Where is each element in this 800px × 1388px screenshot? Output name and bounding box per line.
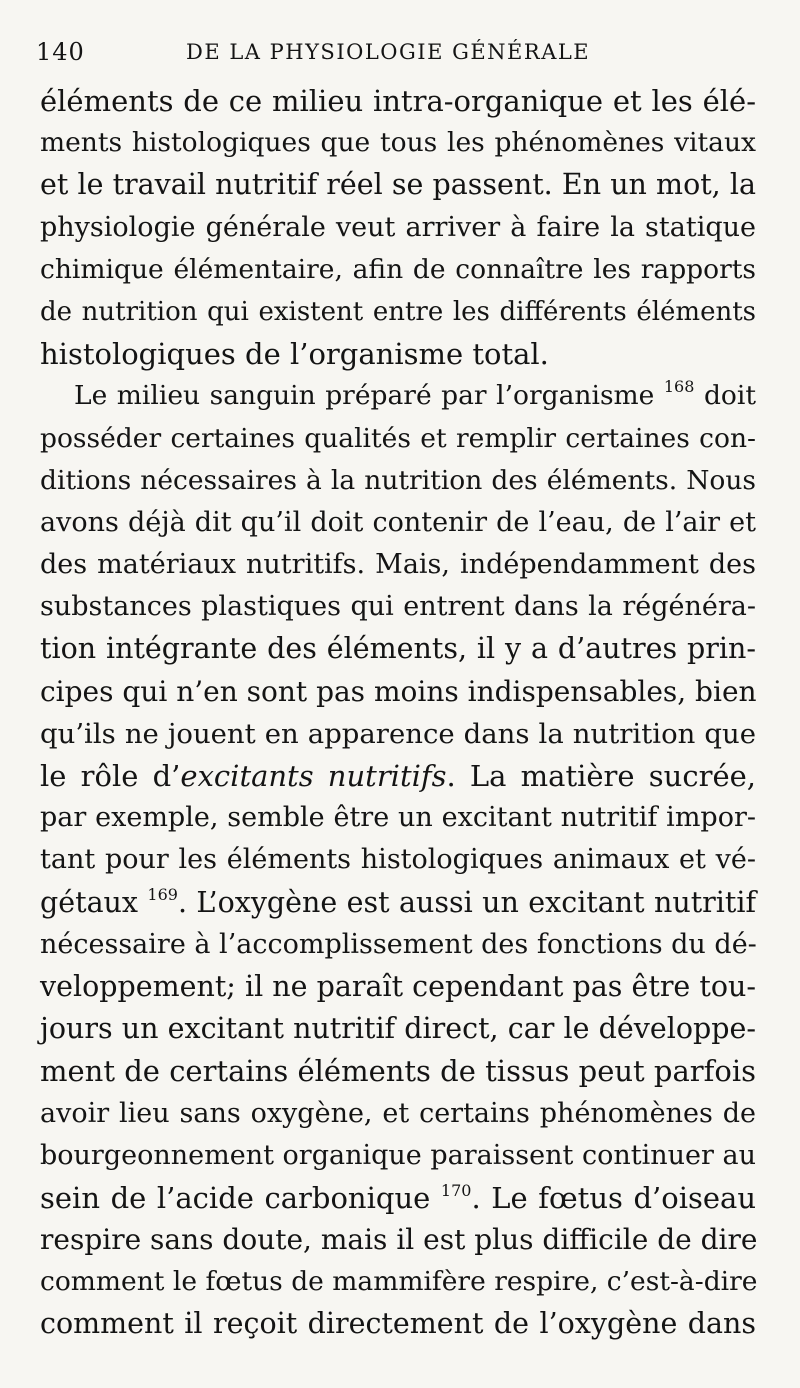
text-line: et le travail nutritif réel se passent. En un mot, la — [40, 168, 756, 202]
text-line — [40, 375, 756, 417]
footnote-reference: 168 — [663, 377, 695, 397]
italic-term: excitants nutritifs — [180, 759, 447, 793]
text-segment: sein de l’acide carbonique — [40, 1180, 441, 1215]
text-line: avoir lieu sans oxygène, et certains phénomènes de — [40, 1097, 756, 1129]
text-line: posséder certaines qualités et remplir certaines con- — [40, 422, 756, 454]
text-line: histologiques de l’organisme total. — [40, 337, 549, 372]
page-header — [36, 38, 756, 78]
footnote-reference: 169 — [147, 884, 178, 904]
text-line: jours un excitant nutritif direct, car le développe- — [40, 1012, 756, 1046]
text-line: chimique élémentaire, afin de connaître les rapports — [40, 253, 756, 285]
text-line: comment le fœtus de mammifère respire, c’est-à-dire — [40, 1266, 758, 1298]
text-line: par exemple, semble être un excitant nutritif impor- — [40, 802, 756, 834]
text-segment: doit — [694, 380, 756, 412]
text-line: de nutrition qui existent entre les différents éléments — [40, 296, 756, 327]
text-line: ment de certains éléments de tissus peut parfois — [40, 1054, 756, 1089]
running-title: DE LA PHYSIOLOGIE GÉNÉRALE — [186, 40, 591, 64]
text-line: bourgeonnement organique paraissent continuer au — [40, 1139, 756, 1171]
text-line: éléments de ce milieu intra-organique et les élé- — [40, 84, 756, 118]
text-line: avons déjà dit qu’il doit contenir de l’eau, de l’air et — [40, 506, 756, 538]
text-segment: . L’oxygène est aussi un excitant nutritif — [177, 885, 756, 919]
text-segment: gétaux — [40, 885, 148, 919]
text-segment: Le milieu sanguin préparé par l’organisme — [74, 380, 664, 412]
footnote-reference: 170 — [440, 1180, 472, 1200]
text-line: tant pour les éléments histologiques animaux et vé- — [40, 844, 756, 876]
text-line: veloppement; il ne paraît cependant pas être tou- — [40, 969, 756, 1003]
text-line — [40, 755, 756, 797]
text-line: substances plastiques qui entrent dans la régénéra- — [40, 591, 756, 623]
text-line: des matériaux nutritifs. Mais, indépendamment des — [40, 549, 756, 581]
page-number: 140 — [36, 38, 85, 66]
text-segment: . La matière sucrée, — [446, 759, 756, 793]
text-line: ditions nécessaires à la nutrition des éléments. Nous — [40, 464, 756, 496]
text-line: qu’ils ne jouent en apparence dans la nutrition que — [40, 717, 756, 750]
text-line — [40, 1177, 756, 1219]
text-line: physiologie générale veut arriver à faire la statique — [40, 211, 756, 243]
text-line: respire sans doute, mais il est plus difficile de dire — [40, 1223, 758, 1257]
text-line: tion intégrante des éléments, il y a d’autres prin- — [40, 632, 756, 666]
text-segment: . Le fœtus d’oiseau — [471, 1180, 756, 1215]
text-segment: le rôle d’ — [40, 759, 181, 793]
text-line: ments histologiques que tous les phénomènes vitaux — [40, 127, 756, 159]
text-line: comment il reçoit directement de l’oxygène dans — [40, 1307, 756, 1341]
text-line: nécessaire à l’accomplissement des fonctions du dé- — [40, 928, 757, 960]
text-line: cipes qui n’en sont pas moins indispensables, bien — [40, 674, 757, 708]
text-line — [40, 882, 756, 924]
body-text — [40, 80, 756, 1346]
